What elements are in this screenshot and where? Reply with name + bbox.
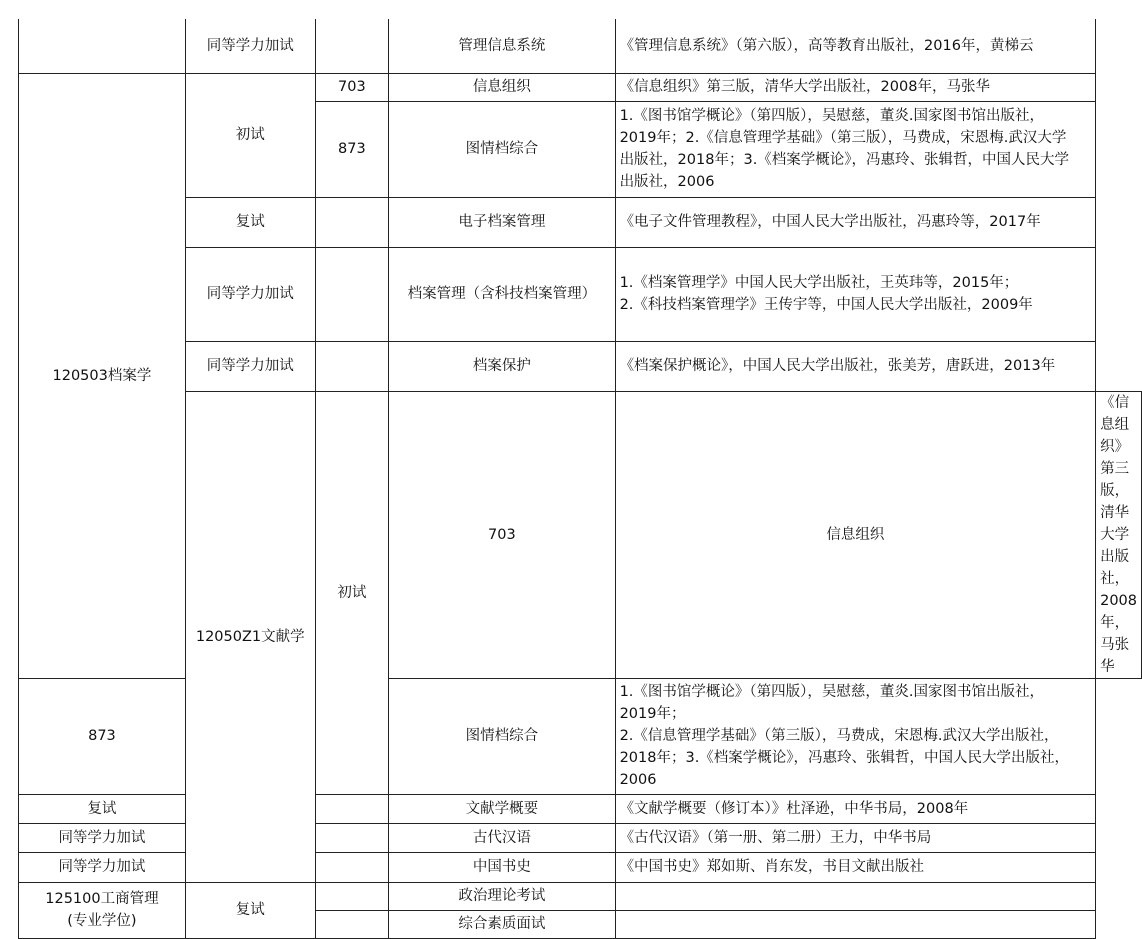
subject-code-cell: 873 [19,678,186,794]
table-row [19,19,1142,73]
subject-code-cell: 873 [315,101,389,197]
major-cell-mba [19,882,186,938]
exam-subject-table [18,19,1142,939]
reference-book-cell [615,910,1096,938]
subject-name-cell: 档案保护 [389,341,615,391]
subject-code-cell: 703 [389,391,615,678]
exam-type-cell: 复试 [185,882,315,938]
reference-book-cell: 《文献学概要（修订本）》杜泽逊，中华书局，2008年 [615,794,1096,823]
exam-type-cell: 初试 [315,391,389,794]
major-cell [19,19,186,73]
major-cell-philology: 12050Z1文献学 [185,391,315,882]
reference-book-cell [615,882,1096,910]
reference-book-cell: 《中国书史》郑如斯、肖东发，书目文献出版社 [615,852,1096,882]
exam-type-cell: 复试 [19,794,186,823]
exam-type-cell: 同等学力加试 [19,823,186,852]
major-line-1: 125100工商管理 [45,891,159,907]
reference-book-cell: 1.《档案管理学》中国人民大学出版社，王英玮等，2015年； 2.《科技档案管理学》王传宇等，中国人民大学出版社，2009年 [615,247,1096,341]
subject-code-cell [315,19,389,73]
subject-name-cell: 古代汉语 [389,823,615,852]
subject-code-cell [315,852,389,882]
table-row [19,247,1142,341]
subject-name-cell: 图情档综合 [389,678,615,794]
reference-book-cell: 《信息组织》第三版，清华大学出版社，2008年，马张华 [1096,391,1142,678]
reference-book-cell: 1.《图书馆学概论》（第四版），吴慰慈，董炎.国家图书馆出版社， 2019年； 2.《信息管理学基础》（第三版），马费成，宋恩梅.武汉大学出版社， 2018年；3.《档案学概论》，冯惠玲、张辑哲，中国人民大学出版社， 2006 [615,678,1096,794]
subject-name-cell: 综合素质面试 [389,910,615,938]
subject-name-cell: 信息组织 [389,73,615,101]
subject-code-cell [315,341,389,391]
exam-type-cell: 复试 [185,197,315,247]
exam-type-cell: 同等学力加试 [185,247,315,341]
subject-name-cell: 管理信息系统 [389,19,615,73]
exam-type-cell: 同等学力加试 [185,19,315,73]
table-row [19,73,1142,101]
exam-type-cell: 同等学力加试 [185,341,315,391]
subject-name-cell: 政治理论考试 [389,882,615,910]
subject-code-cell [315,910,389,938]
subject-code-cell [315,794,389,823]
subject-name-cell: 档案管理（含科技档案管理） [389,247,615,341]
subject-name-cell: 信息组织 [615,391,1096,678]
reference-book-cell: 《电子文件管理教程》，中国人民大学出版社，冯惠玲等，2017年 [615,197,1096,247]
table-row [19,391,1142,678]
major-line-2: (专业学位) [67,913,137,929]
subject-code-cell [315,247,389,341]
exam-type-cell: 同等学力加试 [19,852,186,882]
reference-book-cell: 《信息组织》第三版，清华大学出版社，2008年，马张华 [615,73,1096,101]
reference-book-cell: 1.《图书馆学概论》（第四版），吴慰慈，董炎.国家图书馆出版社， 2019年；2.《信息管理学基础》（第三版），马费成，宋恩梅.武汉大学 出版社，2018年；3.《档案学概论》，冯惠玲、张辑哲，中国人民大学 出版社，2006 [615,101,1096,197]
subject-name-cell: 文献学概要 [389,794,615,823]
reference-book-cell: 《管理信息系统》（第六版），高等教育出版社，2016年，黄梯云 [615,19,1096,73]
subject-name-cell: 图情档综合 [389,101,615,197]
subject-name-cell: 电子档案管理 [389,197,615,247]
major-cell-archives: 120503档案学 [19,73,186,678]
exam-type-cell: 初试 [185,73,315,197]
subject-name-cell: 中国书史 [389,852,615,882]
reference-book-cell: 《古代汉语》（第一册、第二册）王力，中华书局 [615,823,1096,852]
table-row [19,197,1142,247]
table-row [19,341,1142,391]
reference-book-cell: 《档案保护概论》，中国人民大学出版社，张美芳，唐跃进，2013年 [615,341,1096,391]
subject-code-cell [315,823,389,852]
subject-code-cell [315,197,389,247]
table-row [19,882,1142,910]
subject-code-cell [315,882,389,910]
subject-code-cell: 703 [315,73,389,101]
